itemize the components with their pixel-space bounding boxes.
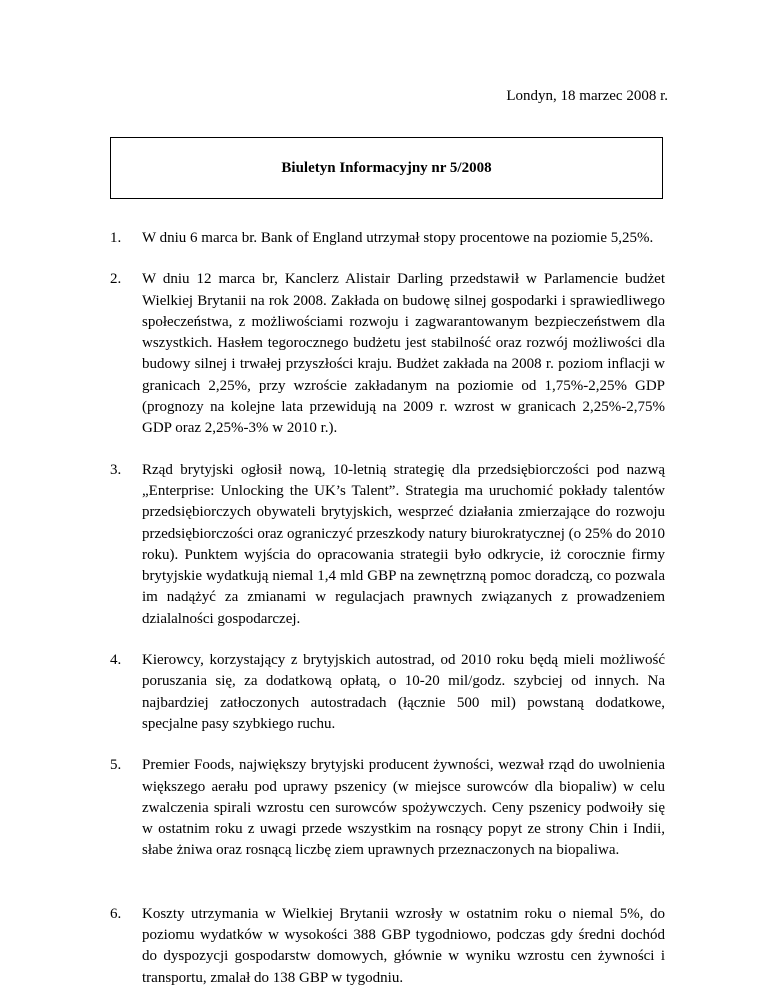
item-text: Kierowcy, korzystający z brytyjskich autostrad, od 2010 roku będą mieli możliwość poruszania się, za dodatkową opłatą, o 10-20 mil/godz. szybciej od innych. Na najbardziej zatłoczonych autostradach (łącznie 500 mil) powstaną dodatkowe, specjalne pasy szybkiego ruchu. <box>142 652 665 732</box>
list-item <box>110 904 665 989</box>
list-item <box>110 755 665 861</box>
item-number: 5. <box>110 757 122 774</box>
item-text: Rząd brytyjski ogłosił nową, 10-letnią strategię dla przedsiębiorczości pod nazwą „Enterprise: Unlocking the UK’s Talent”. Strategia ma uruchomić pokłady talentów przedsiębiorczych obywateli brytyjskich, wesprzeć działania zmierzające do rozwoju przedsiębiorczości oraz ograniczyć przeszkody natury biurokratycznej (o 25% do 2010 roku). Punktem wyjścia do opracowania strategii było odkrycie, iż corocznie firmy brytyjskie wydatkują niemal 1,4 mld GBP na zewnętrzną pomoc doradczą, co pozwala im nadążyć za zmianami w regulacjach prawnych związanych z prowadzeniem dzialalności gospodarczej. <box>142 461 665 627</box>
list-item <box>110 228 665 249</box>
item-number: 6. <box>110 905 122 922</box>
list-item <box>110 650 665 735</box>
item-number: 2. <box>110 271 122 288</box>
bulletin-title: Biuletyn Informacyjny nr 5/2008 <box>281 160 492 176</box>
item-text: Koszty utrzymania w Wielkiej Brytanii wzrosły w ostatnim roku o niemal 5%, do poziomu wydatków w wysokości 388 GBP tygodniowo, podczas gdy średni dochód do dyspozycji gospodarstw domowych, głównie w wyniku wzrostu cen żywności i transportu, zmalał do 138 GBP w tygodniu. <box>142 905 665 986</box>
item-number: 3. <box>110 461 122 478</box>
list-item <box>110 460 665 630</box>
date-line: Londyn, 18 marzec 2008 r. <box>506 88 668 104</box>
news-list <box>110 228 665 989</box>
item-number: 4. <box>110 652 122 669</box>
item-number: 1. <box>110 230 122 246</box>
item-text: W dniu 12 marca br, Kanclerz Alistair Darling przedstawił w Parlamencie budżet Wielkiej Brytanii na rok 2008. Zakłada on budowę silnej gospodarki i sprawiedliwego społeczeństwa, z możliwościami rozwoju i zagwarantowanym bezpieczeństwem dla wszystkich. Hasłem tegorocznego budżetu jest stabilność oraz rozwój możliwości dla budowy silnej i trwałej przyszłości kraju. Budżet zakłada na 2008 r. poziom inflacji w granicach 2,25%, przy wzroście zakładanym na poziomie od 1,75%-2,25% GDP (prognozy na kolejne lata przewidują na 2009 r. wzrost w granicach 2,25%-2,75% GDP oraz 2,25%-3% w 2010 r.). <box>142 271 665 437</box>
list-item <box>110 269 665 439</box>
item-text: W dniu 6 marca br. Bank of England utrzymał stopy procentowe na poziomie 5,25%. <box>142 230 654 246</box>
item-text: Premier Foods, największy brytyjski producent żywności, wezwał rząd do uwolnienia większego aerału pod uprawy pszenicy (w miejsce surowców dla biopaliw) w celu zwalczenia spirali wzrostu cen surowców spożywczych. Ceny pszenicy podwoiły się w ostatnim roku z uwagi przede wszystkim na rosnący popyt ze strony Chin i Indii, słabe żniwa oraz rosnącą liczbę ziem uprawnych przeznaczonych na biopaliwa. <box>142 757 665 859</box>
bulletin-title-box <box>110 137 663 199</box>
